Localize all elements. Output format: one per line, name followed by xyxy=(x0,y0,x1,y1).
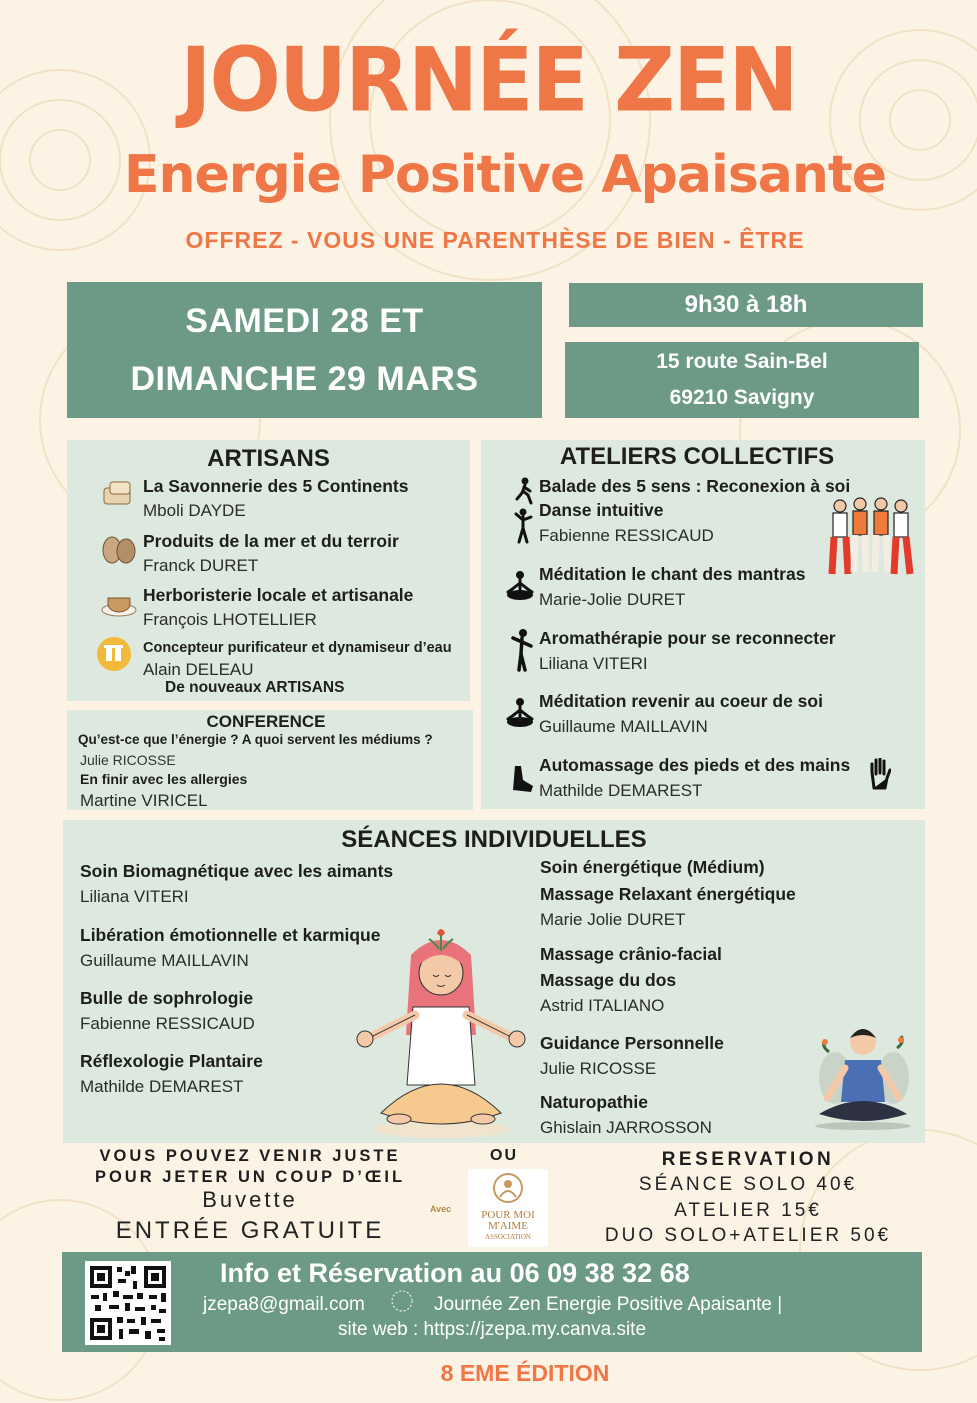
seance-name: Fabienne RESSICAUD xyxy=(80,1014,255,1033)
seance-title: Guidance Personnelle xyxy=(540,1033,724,1053)
association-logo xyxy=(468,1169,548,1247)
facebook-icon xyxy=(390,1289,414,1313)
subtitle: Energie Positive Apaisante xyxy=(124,145,886,205)
date-box xyxy=(67,282,542,418)
hours-box: 9h30 à 18h xyxy=(569,283,923,327)
seance-name: Mathilde DEMAREST xyxy=(80,1077,244,1096)
date-line-1: SAMEDI 28 ET xyxy=(185,302,424,340)
info-bar xyxy=(62,1252,922,1352)
phone-line: Info et Réservation au 06 09 38 32 68 xyxy=(220,1258,690,1288)
artisan-title: Concepteur purificateur et dynamiseur d’eau xyxy=(143,640,452,656)
seance-title: Réflexologie Plantaire xyxy=(80,1051,263,1071)
yoga-icon xyxy=(509,628,535,672)
seance-name: Ghislain JARROSSON xyxy=(540,1118,712,1137)
artisan-name: François LHOTELLIER xyxy=(143,610,317,629)
seances-panel xyxy=(63,820,925,1143)
association-name-3: ASSOCIATION xyxy=(485,1233,531,1241)
seance-title: Soin énergétique (Médium) xyxy=(540,857,765,877)
seance-name: Marie Jolie DURET xyxy=(540,910,686,929)
address-box xyxy=(565,342,919,418)
email-link[interactable]: jzepa8@gmail.com xyxy=(203,1294,365,1315)
artisan-title: La Savonnerie des 5 Continents xyxy=(143,476,409,496)
artisan-name: Franck DURET xyxy=(143,556,259,575)
conference-topic: En finir avec les allergies xyxy=(80,771,248,787)
reservation-title: RESERVATION xyxy=(661,1149,835,1170)
website-link[interactable]: site web : https://jzepa.my.canva.site xyxy=(338,1319,647,1340)
association-name-2: M'AIME xyxy=(488,1220,528,1232)
artisan-name: Alain DELEAU xyxy=(143,660,254,679)
hand-icon xyxy=(869,758,891,790)
ateliers-panel xyxy=(481,440,925,809)
association-name-1: POUR MOI xyxy=(481,1209,535,1221)
visit-line-2: POUR JETER UN COUP D’ŒIL xyxy=(94,1168,406,1186)
address-line-2: 69210 Savigny xyxy=(669,386,815,409)
seance-name: Guillaume MAILLAVIN xyxy=(80,951,249,970)
tea-cup-icon xyxy=(100,588,138,618)
oyster-icon xyxy=(100,534,138,566)
seances-title: SÉANCES INDIVIDUELLES xyxy=(341,826,647,853)
foot-icon xyxy=(509,762,535,794)
qr-code[interactable] xyxy=(85,1261,171,1345)
atelier-title: Méditation revenir au coeur de soi xyxy=(539,691,823,711)
visit-info xyxy=(60,1146,440,1249)
atelier-title: Automassage des pieds et des mains xyxy=(539,755,851,775)
conference-speaker: Martine VIRICEL xyxy=(80,791,208,810)
atelier-title: Aromathérapie pour se reconnecter xyxy=(539,628,836,648)
dance-icon xyxy=(513,508,535,544)
atelier-name: Guillaume MAILLAVIN xyxy=(539,717,708,736)
buvette-label: Buvette xyxy=(202,1187,298,1212)
reservation-info xyxy=(580,1147,916,1249)
ateliers-title: ATELIERS COLLECTIFS xyxy=(559,443,835,470)
price-duo: DUO SOLO+ATELIER 50€ xyxy=(604,1225,892,1246)
free-entry-label: ENTRÉE GRATUITE xyxy=(115,1217,385,1244)
seance-title: Soin Biomagnétique avec les aimants xyxy=(80,861,394,881)
seance-title: Naturopathie xyxy=(540,1092,648,1112)
artisans-title: ARTISANS xyxy=(207,445,330,472)
group-people-illustration xyxy=(826,492,916,578)
visit-line-1: VOUS POUVEZ VENIR JUSTE xyxy=(99,1147,401,1165)
artisan-name: Mboli DAYDE xyxy=(143,501,246,520)
artisan-title: Produits de la mer et du terroir xyxy=(143,531,399,551)
price-seance: SÉANCE SOLO 40€ xyxy=(638,1174,858,1195)
artisans-footer: De nouveaux ARTISANS xyxy=(165,679,345,696)
address-line-1: 15 route Sain-Bel xyxy=(656,350,828,373)
seance-title: Massage du dos xyxy=(540,970,677,990)
seance-name: Astrid ITALIANO xyxy=(540,996,665,1015)
seance-name: Julie RICOSSE xyxy=(540,1059,657,1078)
artisans-panel xyxy=(67,440,470,701)
edition-label: 8 EME ÉDITION xyxy=(440,1360,610,1386)
facebook-page[interactable]: Journée Zen Energie Positive Apaisante | xyxy=(434,1294,783,1315)
seance-title: Bulle de sophrologie xyxy=(80,988,254,1008)
association-emblem-icon xyxy=(488,1171,528,1205)
atelier-title: Balade des 5 sens : Reconexion à soi xyxy=(539,476,851,496)
tagline: OFFREZ - VOUS UNE PARENTHÈSE DE BIEN - ÊTRE xyxy=(185,227,805,253)
meditation-icon xyxy=(505,570,535,602)
water-icon xyxy=(96,636,132,672)
walking-icon xyxy=(513,477,535,505)
atelier-title: Méditation le chant des mantras xyxy=(539,564,806,584)
seance-title: Massage crânio-facial xyxy=(540,944,722,964)
seance-name: Liliana VITERI xyxy=(80,887,189,906)
conference-speaker: Julie RICOSSE xyxy=(80,752,176,768)
main-title: JOURNÉE ZEN xyxy=(180,28,797,132)
date-line-2: DIMANCHE 29 MARS xyxy=(130,360,479,398)
price-atelier: ATELIER 15€ xyxy=(674,1200,822,1221)
atelier-name: Mathilde DEMAREST xyxy=(539,781,703,800)
seance-title: Libération émotionnelle et karmique xyxy=(80,925,381,945)
meditating-man-illustration xyxy=(805,1018,920,1133)
atelier-name: Liliana VITERI xyxy=(539,654,648,673)
seance-title: Massage Relaxant énergétique xyxy=(540,884,796,904)
conference-panel xyxy=(67,710,473,810)
meditation-icon xyxy=(505,697,535,729)
atelier-title: Danse intuitive xyxy=(539,500,664,520)
conference-title: CONFERENCE xyxy=(206,712,326,731)
conference-topic: Qu’est-ce que l’énergie ? A quoi servent les médiums ? xyxy=(78,732,433,747)
atelier-name: Fabienne RESSICAUD xyxy=(539,526,714,545)
meditating-woman-illustration xyxy=(341,925,541,1140)
atelier-name: Marie-Jolie DURET xyxy=(539,590,686,609)
avec-label: Avec xyxy=(430,1204,452,1214)
artisan-title: Herboristerie locale et artisanale xyxy=(143,585,414,605)
ou-label: OU xyxy=(490,1147,518,1164)
soap-icon xyxy=(100,480,138,510)
